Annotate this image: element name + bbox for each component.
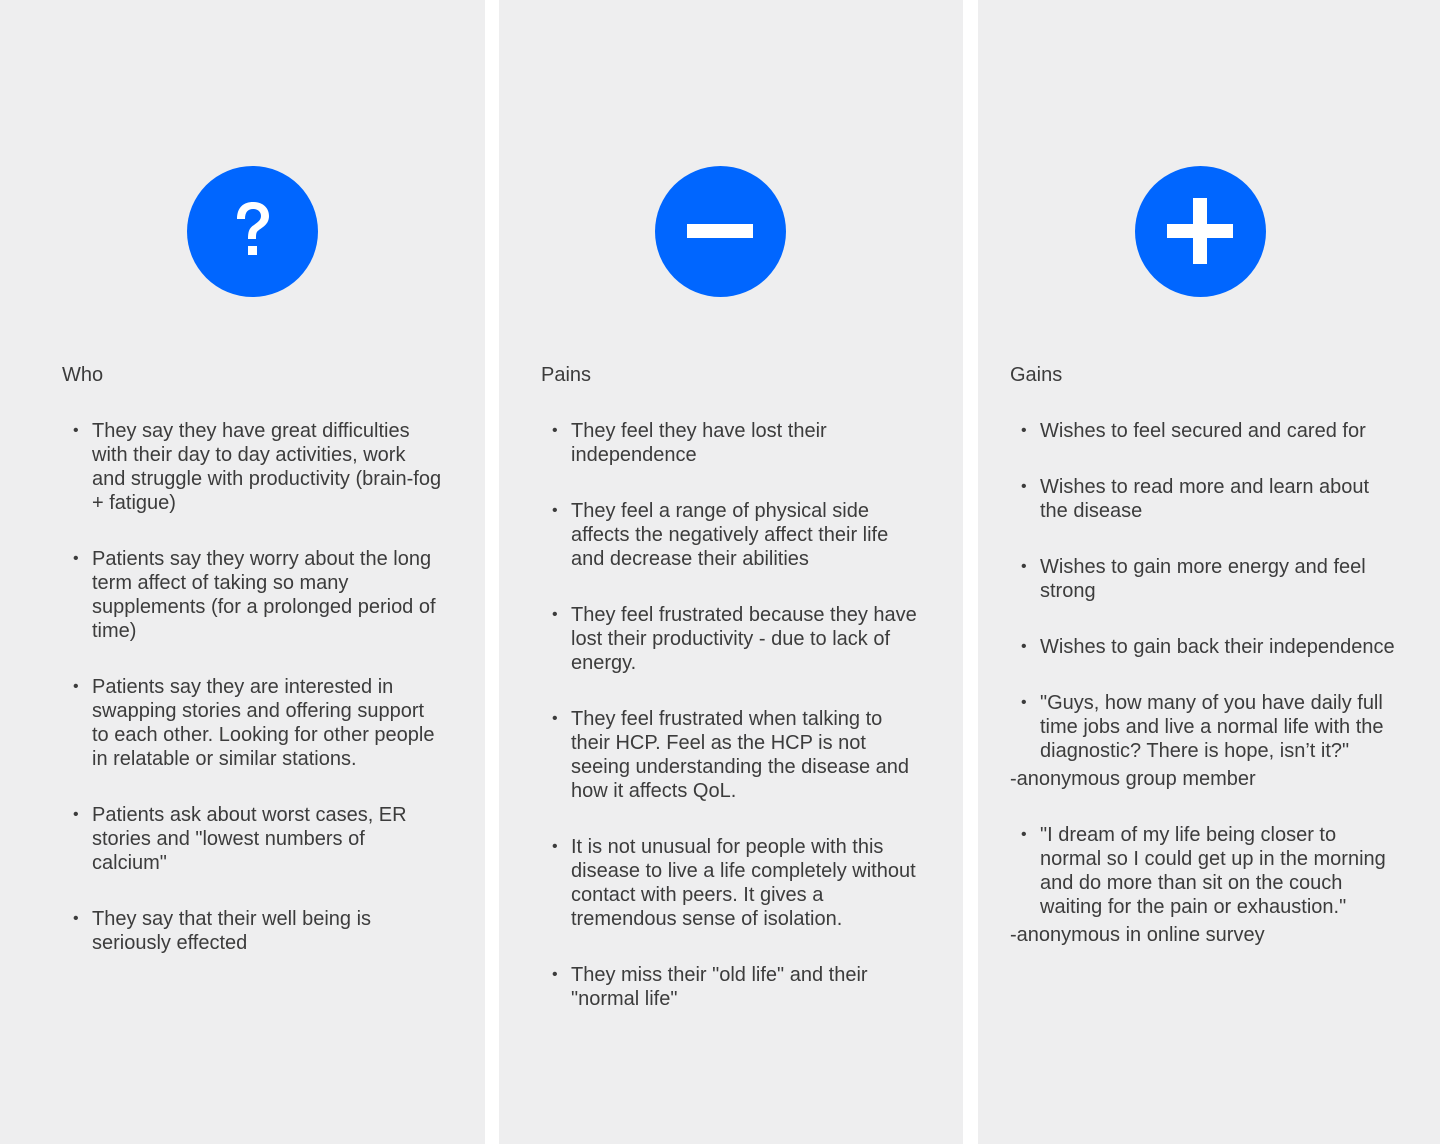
pains-column — [499, 0, 963, 1144]
list-item: • Wishes to feel secured and cared for — [1010, 419, 1400, 443]
gains-list — [1010, 419, 1400, 979]
list-item: • They say that their well being is seriously effected — [62, 907, 442, 955]
list-item: • It is not unusual for people with this disease to live a life completely without contact with peers. It gives a tremendous sense of isolation. — [541, 835, 921, 931]
quote-attribution: -anonymous group member — [1010, 768, 1256, 790]
list-item: • Patients say they are interested in swapping stories and offering support to each other. Looking for other people in relatable or similar stations. — [62, 675, 442, 771]
quote-attribution: -anonymous in online survey — [1010, 924, 1265, 946]
list-item: • They feel a range of physical side affects the negatively affect their life and decrease their abilities — [541, 499, 921, 571]
list-item: • Wishes to read more and learn about the disease — [1010, 475, 1400, 523]
plus-icon — [1135, 166, 1266, 297]
list-item: • They feel frustrated when talking to their HCP. Feel as the HCP is not seeing understanding the disease and how it affects QoL. — [541, 707, 921, 803]
question-mark-icon — [187, 166, 318, 297]
who-column — [0, 0, 485, 1144]
list-item: • Wishes to gain back their independence — [1010, 635, 1400, 659]
list-item: • Patients say they worry about the long term affect of taking so many supplements (for a prolonged period of time) — [62, 547, 442, 643]
list-item: • "I dream of my life being closer to normal so I could get up in the morning and do more than sit on the couch waiting for the pain or exhaustion." — [1010, 823, 1400, 919]
column-heading: Who — [62, 364, 104, 386]
pains-list — [541, 419, 921, 1043]
who-list — [62, 419, 442, 987]
list-item: • They say they have great difficulties with their day to day activities, work and struggle with productivity (brain-fog + fatigue) — [62, 419, 442, 515]
list-item: • Patients ask about worst cases, ER stories and "lowest numbers of calcium" — [62, 803, 442, 875]
list-item: • "Guys, how many of you have daily full time jobs and live a normal life with the diagnostic? There is hope, isn’t it?" — [1010, 691, 1400, 763]
column-heading: Gains — [1010, 364, 1063, 386]
list-item: • They feel they have lost their independence — [541, 419, 921, 467]
gains-column — [978, 0, 1440, 1144]
list-item: • Wishes to gain more energy and feel strong — [1010, 555, 1400, 603]
minus-icon — [655, 166, 786, 297]
column-heading: Pains — [541, 364, 592, 386]
list-item: • They feel frustrated because they have lost their productivity - due to lack of energy. — [541, 603, 921, 675]
list-item: • They miss their "old life" and their "normal life" — [541, 963, 921, 1011]
